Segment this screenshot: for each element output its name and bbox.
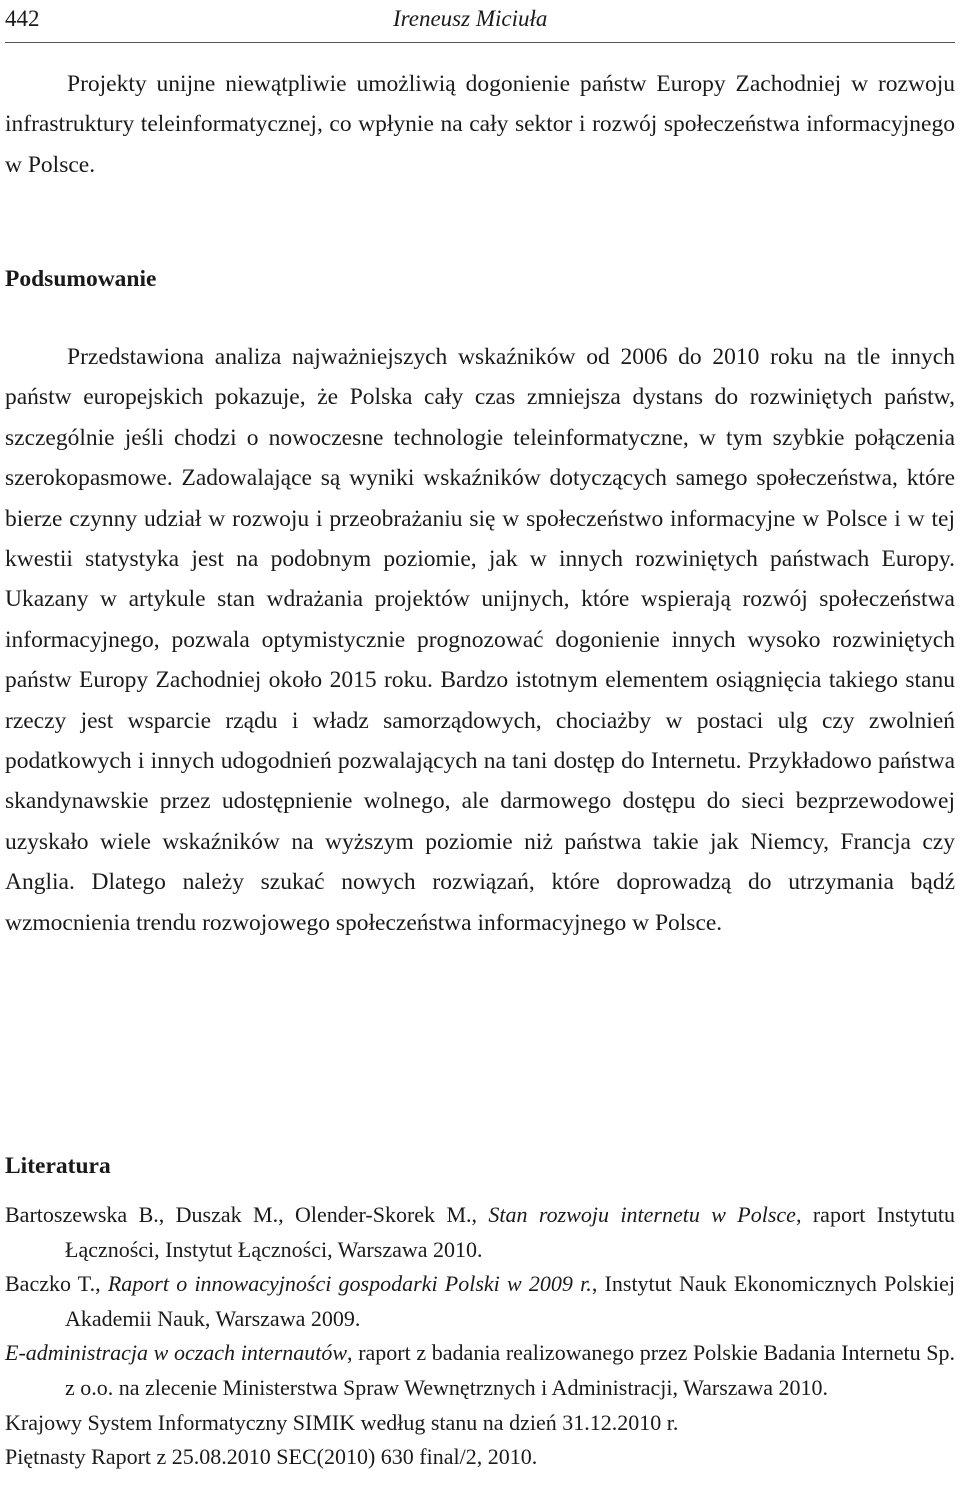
reference-title: Stan rozwoju internetu w Polsce (488, 1202, 796, 1227)
reference-authors: Piętnasty Raport z 25.08.2010 SEC(2010) 630 final/2, 2010. (5, 1444, 538, 1470)
reference-item (5, 1267, 955, 1336)
reference-title: Raport o innowacyjności gospodarki Polski w 2009 r. (107, 1271, 592, 1297)
summary-paragraph: Przedstawiona analiza najważniejszych wskaźników od 2006 do 2010 roku na tle innych państw europejskich pokazuje, że Polska cały czas zmniejsza dystans do rozwiniętych państw, szczególnie jeśli chodzi o nowoczesne technologie teleinformatyczne, w tym szybkie połączenia szerokopasmowe. Zadowalające są wyniki wskaźników dotyczących samego społeczeństwa, które bierze czynny udział w rozwoju i przeobrażaniu się w społeczeństwo informacyjne w Polsce i w tej kwestii statystyka jest na podobnym poziomie, jak w innych rozwiniętych państwach Europy. Ukazany w artykule stan wdrażania projektów unijnych, które wspierają rozwój społeczeństwa informacyjnego, pozwala optymistycznie prognozować dogonienie innych wysoko rozwiniętych państw Europy Zachodniej około 2015 roku. Bardzo istotnym elementem osiągnięcia takiego stanu rzeczy jest wsparcie rządu i władz samorządowych, chociażby w postaci ulg czy zwolnień podatkowych i innych udogodnień pozwalających na tani dostęp do Internetu. Przykładowo państwa skandynawskie przez udostępnienie wolnego, ale darmowego dostępu do sieci bezprzewodowej uzyskało wiele wskaźników na wyższym poziomie niż państwa takie jak Niemcy, Francja czy Anglia. Dlatego należy szukać nowych rozwiązań, które doprowadzą do utrzymania bądź wzmocnienia trendu rozwojowego społeczeństwa informacyjnego w Polsce. (5, 344, 955, 936)
header-rule (5, 42, 955, 43)
reference-authors: Krajowy System Informatyczny SIMIK według stanu na dzień 31.12.2010 r. (5, 1409, 679, 1435)
reference-authors: Bartoszewska B., Duszak M., Olender-Skorek M., (5, 1202, 489, 1227)
literature-heading: Literatura (5, 1153, 111, 1179)
reference-authors: Baczko T., (5, 1271, 108, 1297)
running-head-author: Ireneusz Miciuła (393, 6, 548, 31)
reference-item (5, 1406, 955, 1441)
reference-list (5, 1198, 955, 1475)
intro-paragraph: Projekty unijne niewątpliwie umożliwią dogonienie państw Europy Zachodniej w rozwoju infrastruktury teleinformatycznej, co wpłynie na cały sektor i rozwój społeczeństwa informacyjnego w Polsce. (5, 71, 955, 178)
reference-item (5, 1198, 955, 1267)
reference-item (5, 1440, 955, 1475)
page-number: 442 (5, 6, 40, 31)
reference-details: , raport z badania realizowanego przez Polskie Badania Internetu Sp. z o.o. na zlecenie Ministerstwa Spraw Wewnętrznych i Administracji, Warszawa 2010. (65, 1340, 955, 1400)
summary-heading: Podsumowanie (5, 266, 157, 292)
reference-details: , Instytut Nauk Ekonomicznych Polskiej Akademii Nauk, Warszawa 2009. (65, 1271, 956, 1331)
reference-details: , raport Instytutu Łączności, Instytut Łączności, Warszawa 2010. (65, 1202, 955, 1262)
page-header (5, 0, 955, 44)
reference-item (5, 1336, 955, 1405)
reference-title: E-administracja w oczach internautów (5, 1340, 348, 1366)
